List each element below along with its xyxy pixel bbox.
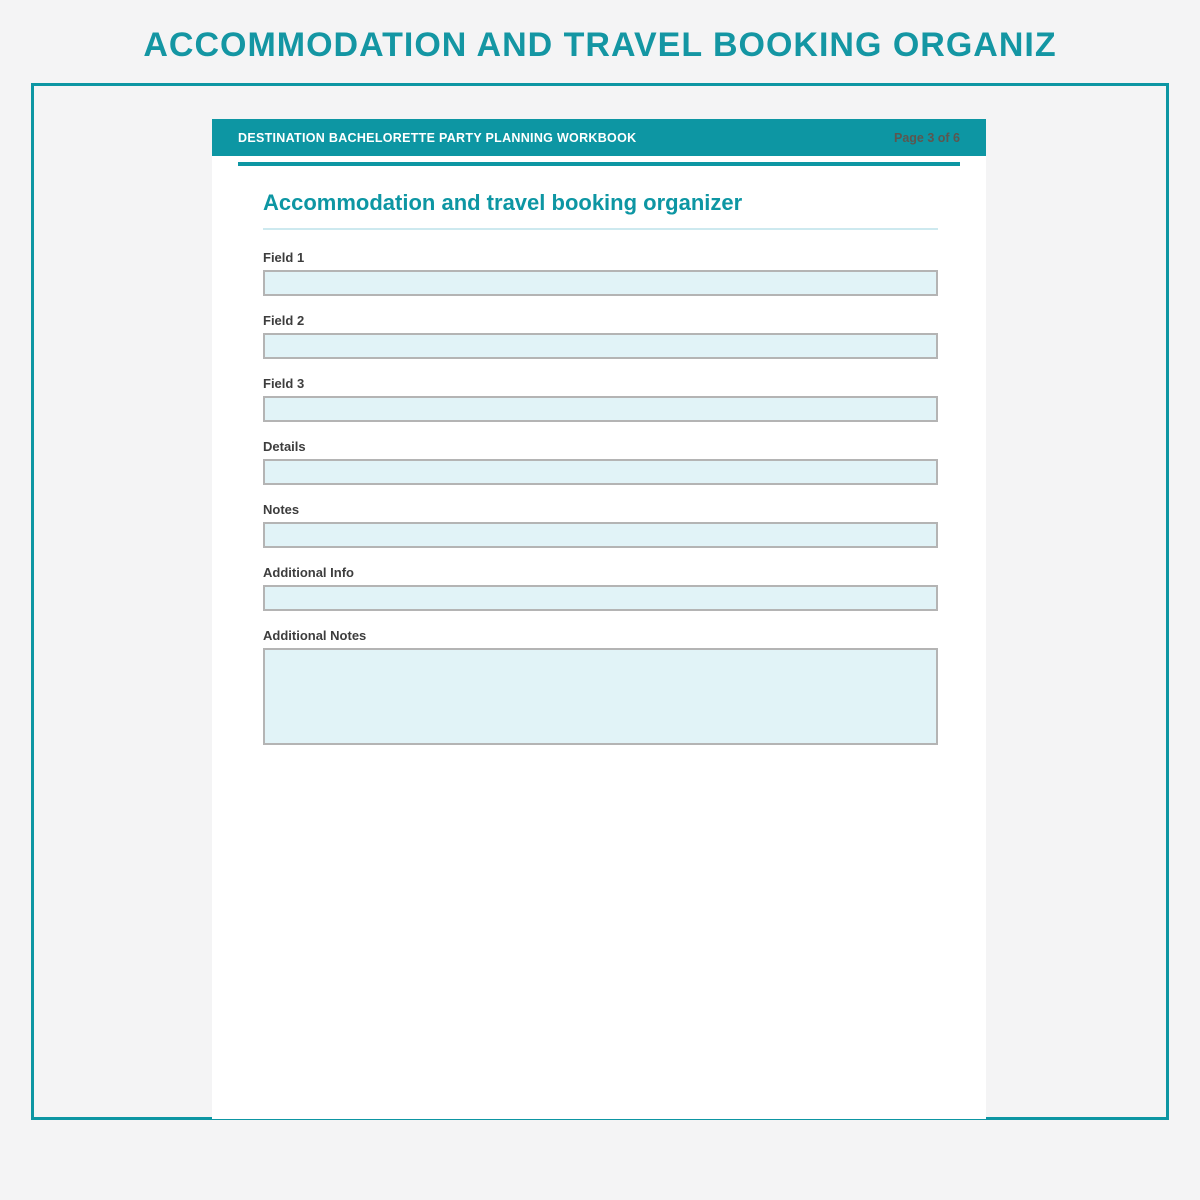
- workbook-header-bar: [212, 119, 986, 156]
- field-row-field-1: [263, 251, 938, 296]
- field-label: Notes: [263, 502, 300, 517]
- page-indicator: Page 3 of 6: [894, 130, 960, 145]
- field-row-additional-info: [263, 566, 938, 611]
- field-label: Field 3: [263, 376, 305, 391]
- field-row-field-2: [263, 314, 938, 359]
- field-row-additional-notes: [263, 629, 938, 745]
- fields-container: [263, 251, 938, 745]
- field-row-field-3: [263, 377, 938, 422]
- input-notes[interactable]: [263, 522, 938, 548]
- field-row-details: [263, 440, 938, 485]
- field-label: Additional Notes: [263, 628, 367, 643]
- page-body: [212, 166, 986, 745]
- textarea-additional-notes[interactable]: [263, 648, 938, 745]
- field-label: Field 2: [263, 313, 305, 328]
- input-additional-info[interactable]: [263, 585, 938, 611]
- section-title: Accommodation and travel booking organizer: [263, 190, 938, 230]
- field-row-notes: [263, 503, 938, 548]
- workbook-page: [212, 119, 986, 1119]
- input-field-2[interactable]: [263, 333, 938, 359]
- input-field-3[interactable]: [263, 396, 938, 422]
- field-label: Field 1: [263, 250, 305, 265]
- field-label: Details: [263, 439, 306, 454]
- page-title: ACCOMMODATION AND TRAVEL BOOKING ORGANIZ: [143, 26, 1057, 64]
- input-field-1[interactable]: [263, 270, 938, 296]
- workbook-header-title: DESTINATION BACHELORETTE PARTY PLANNING WORKBOOK: [238, 130, 637, 145]
- input-details[interactable]: [263, 459, 938, 485]
- field-label: Additional Info: [263, 565, 354, 580]
